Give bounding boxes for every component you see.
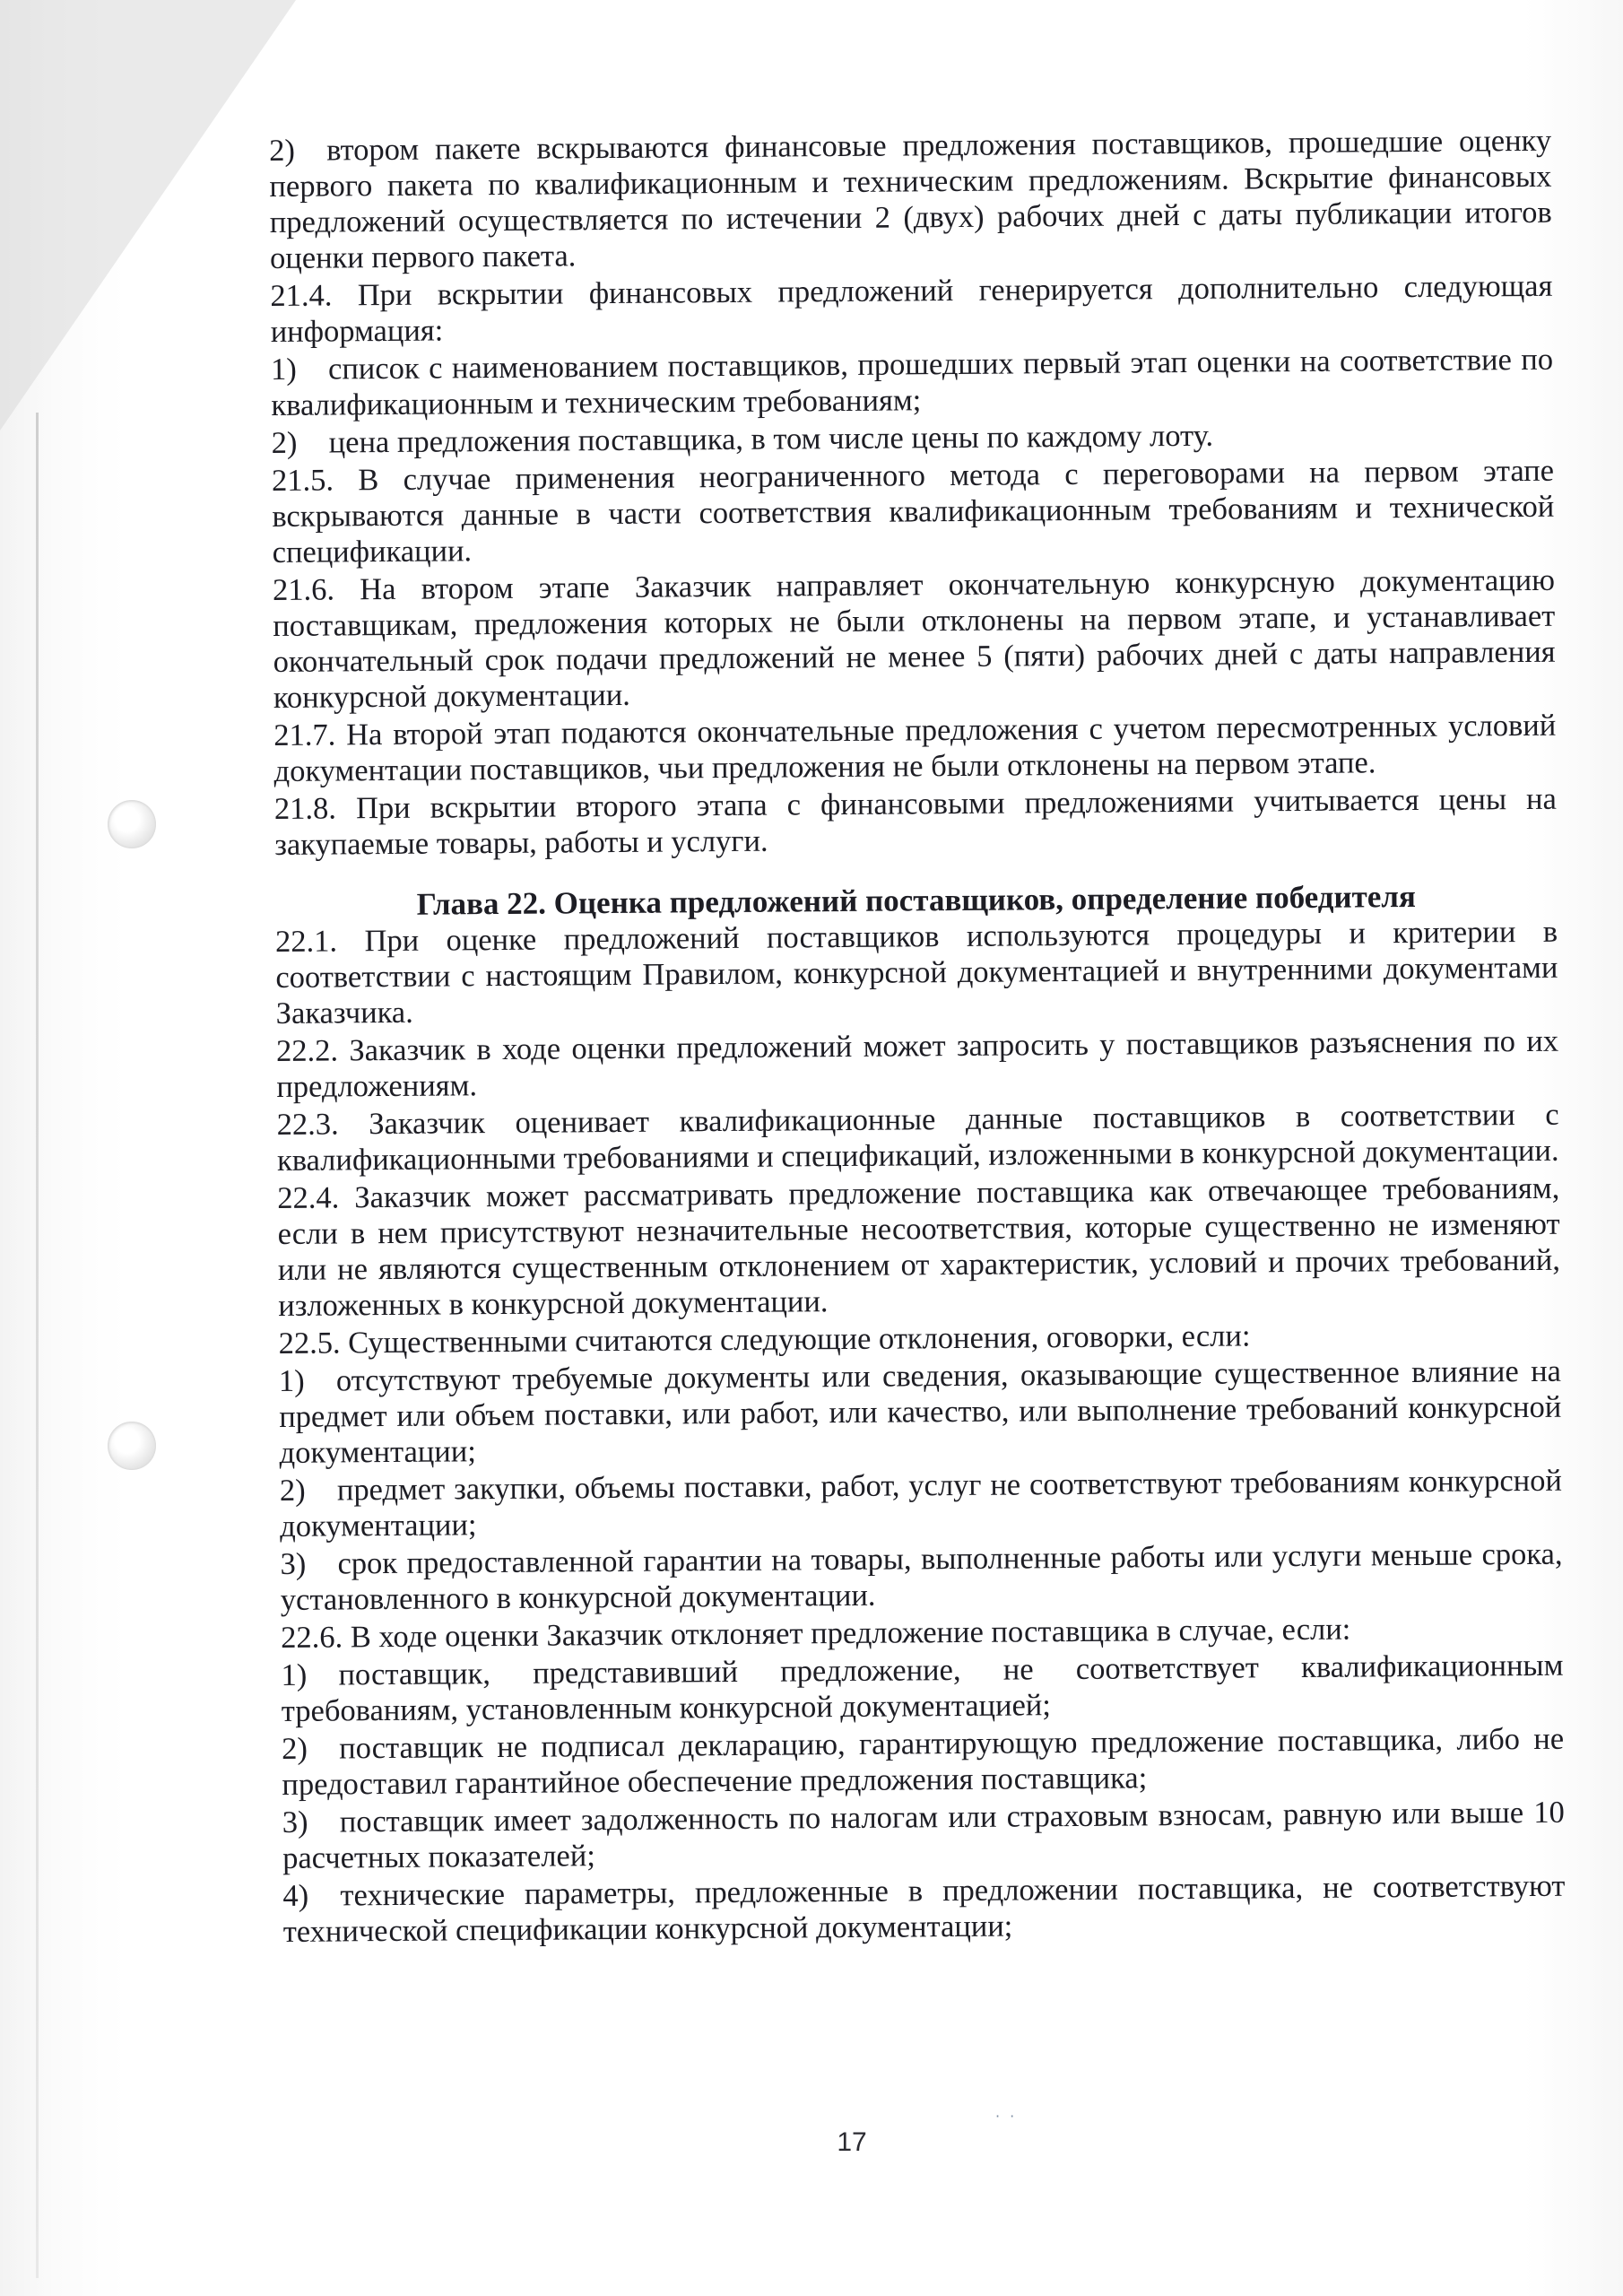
punch-hole: [108, 1422, 156, 1470]
paragraph-text: поставщик не подписал декларацию, гарантирующую предложение поставщика, либо не предоставил гарантийное обеспечение предложения поставщика;: [282, 1721, 1565, 1802]
list-number: 1): [270, 352, 297, 387]
list-number: 3): [282, 1805, 308, 1839]
list-number: 1): [281, 1657, 308, 1692]
paragraph-text: список с наименованием поставщиков, прошедших первый этап оценки на соответствие по квалификационным и техническим требованиям;: [271, 342, 1554, 422]
punch-hole: [108, 800, 156, 848]
paragraph-text: поставщик, представивший предложение, не соответствует квалификационным требованиям, установленным конкурсной документацией;: [281, 1648, 1564, 1728]
paragraph-text: предмет закупки, объемы поставки, работ, услуг не соответствуют требованиям конкурсной документации;: [280, 1463, 1562, 1544]
paragraph-text: 21.7. На второй этап подаются окончательные предложения с учетом пересмотренных условий документации поставщиков, чьи предложения не были отклонены на первом этапе.: [273, 708, 1557, 788]
paragraph: [277, 1097, 1560, 1178]
paragraph: [270, 268, 1553, 350]
list-number: 3): [280, 1546, 307, 1581]
paragraph-text: 22.6. В ходе оценки Заказчик отклоняет предложение поставщика в случае, если:: [281, 1612, 1351, 1655]
paragraph-text: 21.6. На втором этапе Заказчик направляет окончательную конкурсную документацию поставщикам, предложения которых не были отклонены на первом этапе, и устанавливает окончательный срок подачи предложений не менее 5 (пяти) рабочих дней с даты направления конкурсной документации.: [272, 562, 1556, 715]
paragraph-text: втором пакете вскрываются финансовые предложения поставщиков, прошедшие оценку первого пакета по квалификационным и техническим предложениям. Вскрытие финансовых предложений осуществляется по истечении 2 (двух) рабочих дней с даты публикации итогов оценки первого пакета.: [269, 123, 1552, 275]
list-number: 2): [282, 1731, 308, 1766]
paragraph: [282, 1868, 1566, 1950]
list-number: 1): [278, 1363, 305, 1398]
scan-speck: · ·: [995, 2108, 1018, 2125]
paragraph-text: отсутствуют требуемые документы или сведения, оказывающие существенное влияние на предмет или объем поставки, или работ, или качество, или выполнение требований конкурсной документации;: [279, 1353, 1562, 1470]
paragraph-list-top: [269, 123, 1557, 863]
paragraph: [282, 1721, 1565, 1803]
paragraph-text: 22.1. При оценке предложений поставщиков используются процедуры и критерии в соответствии с настоящим Правилом, конкурсной документацией и внутренними документами Заказчика.: [274, 914, 1558, 1031]
paragraph-text: 22.3. Заказчик оценивает квалификационные данные поставщиков в соответствии с квалификационными требованиями и спецификаций, изложенными в конкурсной документации.: [276, 1097, 1559, 1178]
page-edge-shadow: [36, 413, 39, 2278]
paragraph-text: 22.5. Существенными считаются следующие отклонения, оговорки, если:: [278, 1318, 1251, 1361]
paragraph: [273, 708, 1557, 789]
paragraph: [279, 1353, 1562, 1471]
paragraph: [276, 1023, 1559, 1105]
paragraph: [273, 562, 1556, 716]
list-number: 4): [282, 1878, 309, 1913]
paragraph-text: цена предложения поставщика, в том числе цены по каждому лоту.: [328, 418, 1214, 460]
paragraph: [280, 1536, 1563, 1618]
paragraph-text: 22.2. Заказчик в ходе оценки предложений может запросить у поставщиков разъяснения по их предложениям.: [275, 1023, 1559, 1104]
paragraph-text: технические параметры, предложенные в предложении поставщика, не соответствуют технической спецификации конкурсной документации;: [282, 1868, 1566, 1949]
paragraph: [281, 1648, 1564, 1729]
paragraph: [269, 123, 1552, 276]
list-number: 2): [271, 425, 298, 460]
paragraph-text: 21.4. При вскрытии финансовых предложений генерируется дополнительно следующая информация:: [270, 268, 1553, 349]
paragraph: [275, 914, 1558, 1031]
list-number: 2): [279, 1473, 306, 1508]
paragraph-list-bottom: [275, 914, 1566, 1950]
document-body: [269, 123, 1567, 2133]
page-fold-shadow: [0, 0, 296, 430]
chapter-heading: Глава 22. Оценка предложений поставщиков, определение победителя: [416, 878, 1417, 922]
paragraph: [280, 1463, 1563, 1544]
paragraph: [277, 1170, 1560, 1324]
paragraph-text: 21.8. При вскрытии второго этапа с финансовыми предложениями учитывается цены на закупаемые товары, работы и услуги.: [273, 781, 1558, 862]
paragraph: [282, 1795, 1566, 1876]
paragraph-text: 21.5. В случае применения неограниченного метода с переговорами на первом этапе вскрываются данные в части соответствия квалификационным требованиям и технической спецификации.: [271, 453, 1555, 570]
paragraph: [274, 781, 1558, 863]
paragraph: [271, 342, 1554, 423]
page-number: 17: [837, 2127, 867, 2157]
list-number: 2): [269, 133, 296, 168]
paragraph-text: поставщик имеет задолженность по налогам или страховым взносам, равную или выше 10 расчетных показателей;: [282, 1795, 1565, 1875]
paragraph-text: 22.4. Заказчик может рассматривать предложение поставщика как отвечающее требованиям, если в нем присутствуют незначительные несоответствия, которые существенно не изменяют или не являются существенным отклонением от характеристик, условий и прочих требований, изложенных в конкурсной документации.: [277, 1170, 1561, 1323]
paragraph-text: срок предоставленной гарантии на товары, выполненные работы или услуги меньше срока, установленного в конкурсной документации.: [280, 1536, 1563, 1617]
paragraph: [272, 453, 1555, 570]
